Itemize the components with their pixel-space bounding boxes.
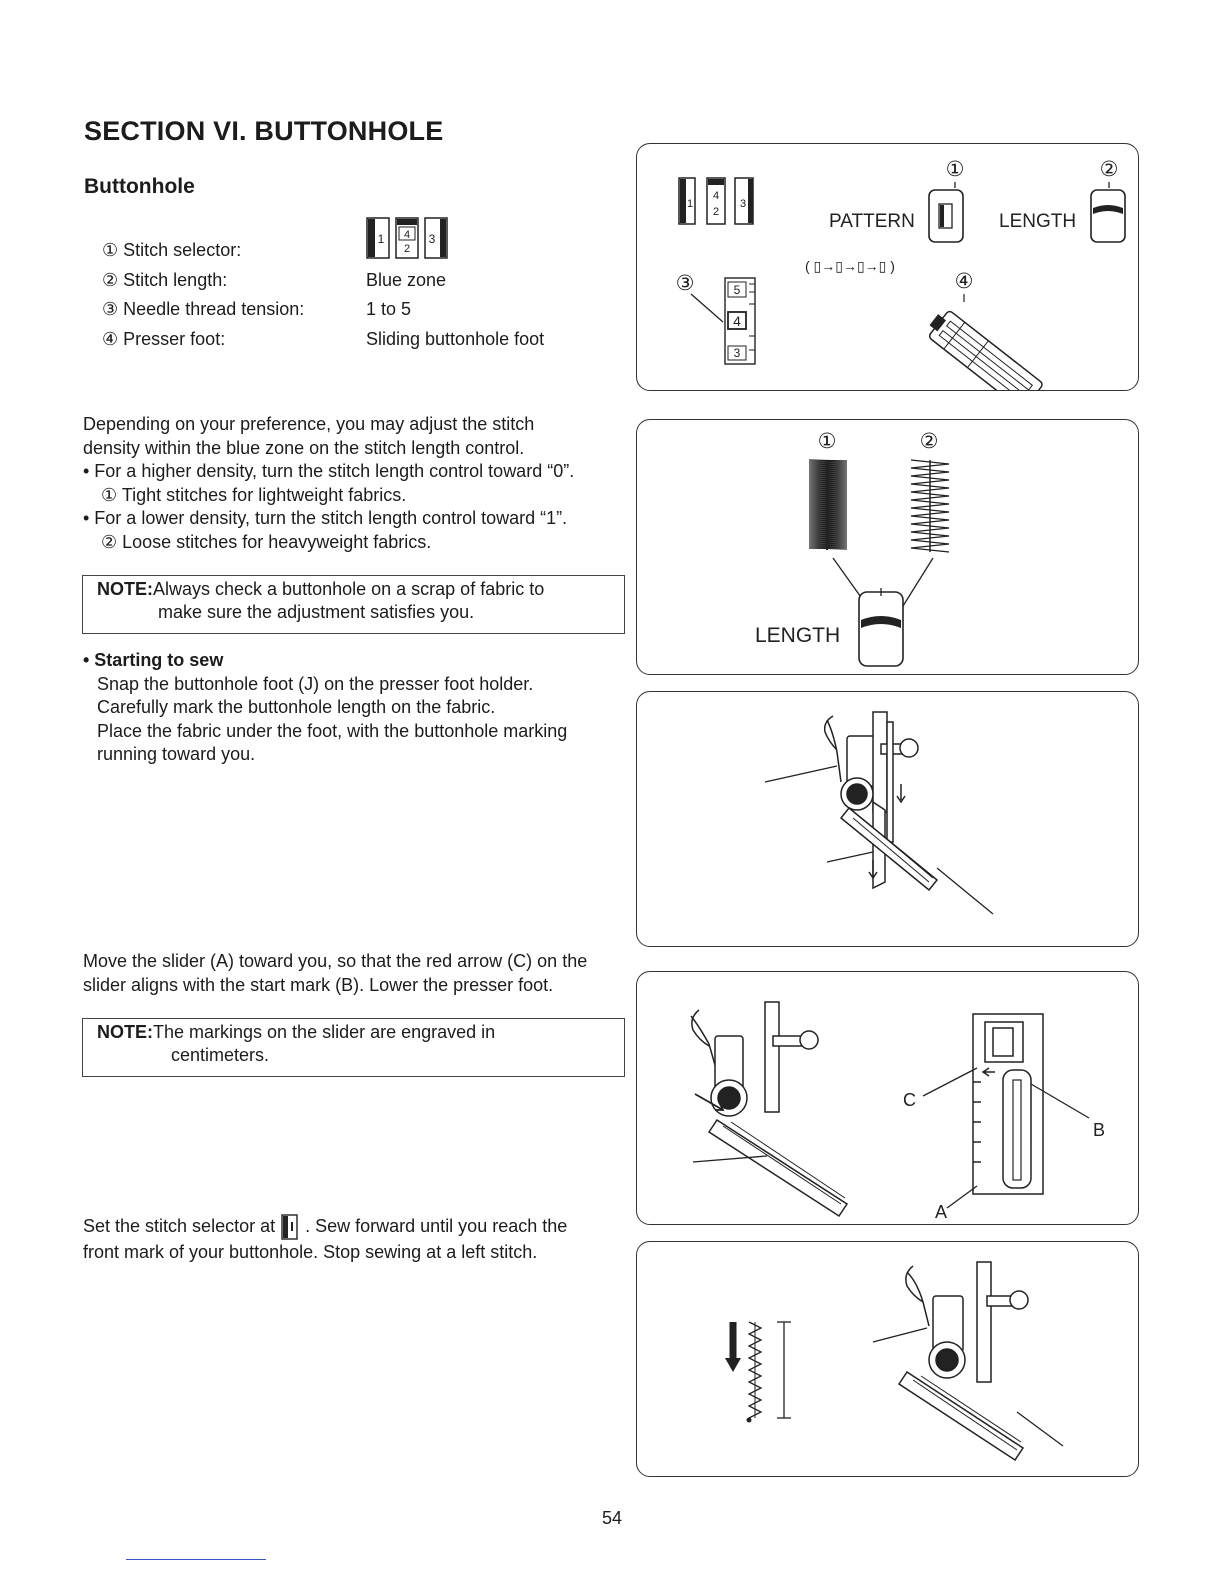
label-a: A [935,1202,948,1222]
spec-value: Sliding buttonhole foot [366,329,545,349]
settings-illustration [637,144,1139,391]
callout-2: ② [919,429,939,453]
buttonhole-foot-icon [923,306,1043,391]
note-box [82,575,625,634]
sel-digit: 4 [712,190,720,202]
density-paragraph [83,413,623,554]
stitch-selector-icon [366,216,452,260]
tension-value: 5 [733,283,741,297]
callout-1: ① [945,157,965,181]
starting-section [83,649,623,767]
text-line: running toward you. [97,744,256,764]
length-label: LENGTH [755,624,841,647]
slider-illustration [637,972,1139,1225]
spec-stitch-length [102,270,227,291]
spec-num: ② [102,270,119,290]
figure-attach-foot [636,691,1139,947]
sel-digit: 1 [686,198,694,210]
sel-digit: 2 [712,206,720,218]
bullet-subline: ① Tight stitches for lightweight fabrics. [101,484,407,505]
text-span: . Sew forward until you reach the [305,1215,568,1236]
callout-1: ① [817,429,837,453]
bullet-subline: ② Loose stitches for heavyweight fabrics. [101,531,432,552]
note-text: Always check a buttonhole on a scrap of fabric to [153,579,545,599]
callout-2: ② [1099,157,1119,181]
text-line: density within the blue zone on the stitch length control. [83,437,525,458]
spec-stitch-selector [102,240,241,261]
selector-position-icon [280,1213,300,1241]
figure-sew-forward [636,1241,1139,1477]
note-text: make sure the adjustment satisfies you. [158,602,475,622]
footer-rule [126,1559,266,1560]
length-dial-icon [1091,190,1125,242]
length-label: LENGTH [999,211,1077,232]
loose-stitches-icon [911,460,949,552]
sew-forward-illustration [637,1242,1139,1477]
text-line: Place the fabric under the foot, with the buttonhole marking [97,720,568,741]
spec-presser-foot [102,329,225,350]
spec-label: Presser foot: [123,329,226,349]
sel-digit: 3 [739,198,747,210]
stitch-selector-icon [679,178,753,224]
attach-foot-illustration [637,692,1139,947]
label-b: B [1093,1120,1106,1140]
label-c: C [903,1090,916,1110]
section-subtitle: Buttonhole [84,175,195,198]
starting-heading: • Starting to sew [83,650,224,670]
text-span: Set the stitch selector at [83,1215,276,1236]
spec-label: Stitch length: [123,270,228,290]
figure-density [636,419,1139,675]
text-line: Snap the buttonhole foot (J) on the presser foot holder. [97,673,534,694]
pattern-label: PATTERN [829,211,915,232]
note-box [82,1018,625,1077]
spec-thread-tension [102,299,304,320]
slider-paragraph [83,950,643,997]
sel-digit-right: 3 [428,232,436,246]
callout-3: ③ [675,271,695,295]
text-line: front mark of your buttonhole. Stop sewing at a left stitch. [83,1242,538,1262]
spec-label: Stitch selector: [123,240,242,260]
spec-value: 1 to 5 [366,299,412,319]
tension-dial-icon [725,278,755,364]
callout-4: ④ [954,269,974,293]
sel-digit-left: 1 [377,232,385,246]
down-arrow-icon [897,784,905,802]
pattern-sequence: ( ▯→▯→▯→▯ ) [805,258,895,274]
slider-top-view [973,1014,1043,1194]
figure-settings [636,143,1139,391]
spec-num: ① [102,240,119,260]
density-illustration [637,420,1139,675]
page-number: 54 [601,1508,623,1528]
spec-value: Blue zone [366,270,447,290]
length-dial-icon [859,592,903,666]
sel-digit-mid: 2 [403,243,411,255]
tension-value: 4 [733,313,741,329]
note-label: NOTE: [97,1022,153,1042]
spec-num: ③ [102,299,119,319]
note-text: centimeters. [171,1045,270,1065]
spec-label: Needle thread tension: [123,299,305,319]
note-text: The markings on the slider are engraved in [153,1022,496,1042]
tension-value: 3 [733,346,741,360]
text-line: Carefully mark the buttonhole length on the fabric. [97,697,496,717]
text-line: Move the slider (A) toward you, so that the red arrow (C) on the [83,951,588,971]
bullet-line: • For a higher density, turn the stitch length control toward “0”. [83,461,575,481]
sel-digit-top: 4 [403,229,411,241]
page-title: SECTION VI. BUTTONHOLE [84,116,444,146]
bullet-line: • For a lower density, turn the stitch length control toward “1”. [83,508,568,528]
spec-num: ④ [102,329,119,349]
tight-stitches-icon [809,460,847,550]
text-line: Depending on your preference, you may adjust the stitch [83,414,535,434]
figure-slider [636,971,1139,1225]
text-line: slider aligns with the start mark (B). Lower the presser foot. [83,974,554,995]
sew-paragraph [83,1213,643,1265]
note-label: NOTE: [97,579,153,599]
